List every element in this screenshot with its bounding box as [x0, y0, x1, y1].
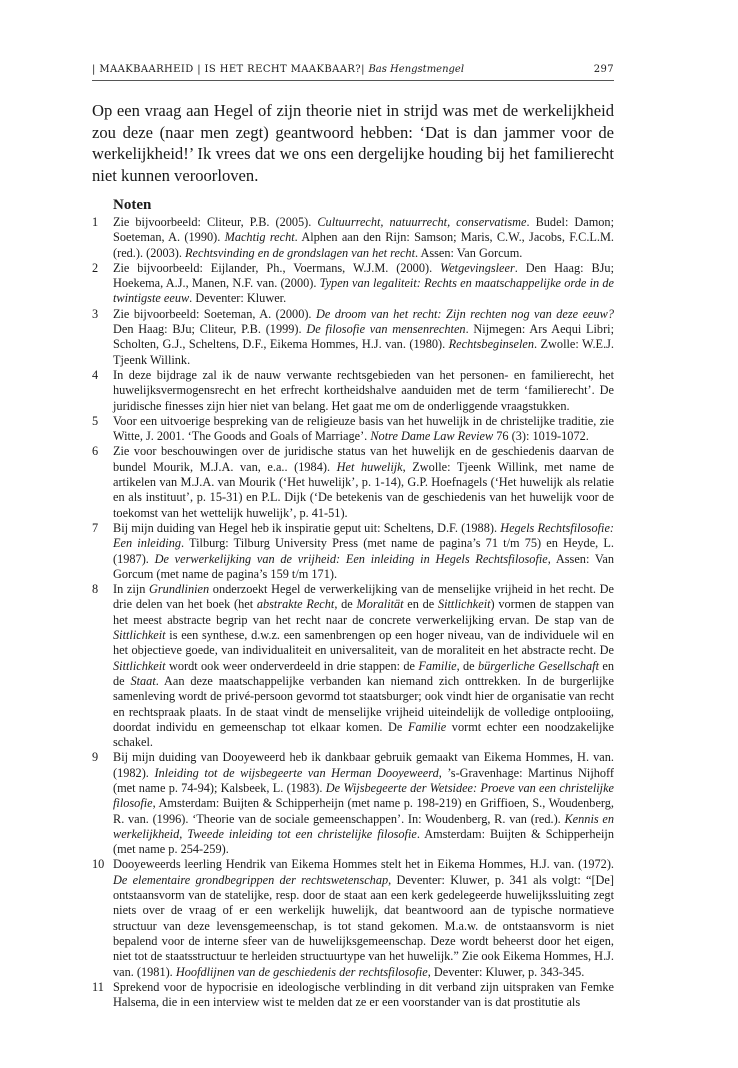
footnote-segment: ) vormen de stappen van het meest abstracte begrip van het recht naar de concrete verwerkelijking ervan. De stap van de [113, 597, 614, 627]
body-paragraph: Op een vraag aan Hegel of zijn theorie niet in strijd was met de werkelijkheid zou deze (naar men zegt) geantwoord hebben: ‘Dat is dan jammer voor de werkelijkheid!’ Ik vrees dat we ons een dergelijke houding bij het familierecht niet kunnen veroorloven. [92, 101, 614, 185]
footnote-text [113, 414, 614, 445]
footnote-title: Het huwelijk [336, 459, 403, 474]
page-number: 297 [593, 64, 614, 75]
footnote-title: bürgerliche Gesellschaft [477, 658, 600, 673]
footnote-segment: . Tilburg: Tilburg University Press (met name de pagina’s 71 t/m 75) en Heyde, L. (1987). [113, 536, 614, 566]
author-name: Bas Hengstmengel [368, 64, 465, 75]
footnote-segment: In deze bijdrage zal ik de nauw verwante rechtsgebieden van het personen- en familierecht, het huwelijksvermogensrecht en het erfrecht kortheidshalve aanduiden met de term ‘familierecht’. De juridische finesses zijn hier niet van belang. Het gaat me om de onderliggende vraagstukken. [113, 367, 614, 413]
footnote-number: 8 [92, 582, 99, 597]
footnote-segment: is een synthese, d.w.z. een samenbrengen op een hoger niveau, van de individuele wil en het objectieve goede, van individualiteit en universaliteit, van de moraliteit en het abstracte recht. De [113, 628, 614, 658]
footnote-title: Rechtsvinding en de grondslagen van het recht [185, 245, 415, 260]
footnote-segment: Dooyeweerds leerling Hendrik van Eikema Hommes stelt het in Eikema Hommes, H.J. van. (1972). [113, 857, 614, 872]
footnote-text [113, 261, 614, 307]
footnote-text [113, 368, 614, 414]
footnote-segment: Zie voor beschouwingen over de juridische status van het huwelijk en de geschiedenis daarvan de bundel Mourik, M.J.A. van, e.a.. (1984). [113, 444, 614, 474]
footnote-title: De filosofie van mensenrechten [306, 322, 466, 337]
footnote-number: 10 [92, 857, 105, 872]
footnote-segment: , Assen: Van Gorcum (met name de pagina’s 159 t/m 171). [113, 551, 615, 581]
footnote-segment: , Amsterdam: Buijten & Schipperheijn (met name p. 198-219) en Griffioen, S., Woudenberg, R. van. (1996). ‘Theorie van de sociale gemeenschappen’. In: Woudenberg, R. van (red.). [113, 796, 614, 826]
footnote-text [113, 980, 614, 1011]
footnote-segment: Voor een uitvoerige bespreking van de religieuze basis van het huwelijk in de christelijke traditie, zie Witte, J. 2001. ‘The Goods and Goals of Marriage’. [113, 413, 614, 444]
footnote-number: 9 [92, 750, 99, 765]
footnote-segment: Bij mijn duiding van Hegel heb ik inspiratie geput uit: Scheltens, D.F. (1988). [113, 520, 501, 535]
footnote-title: Hegels Rechtsfilosofie: Een inleiding [113, 520, 614, 551]
footnote [92, 750, 614, 857]
footnote-segment: . Assen: Van Gorcum. [414, 245, 523, 260]
footnote [92, 215, 614, 261]
footnote-title: De elementaire grondbegrippen der rechtswetenschap [113, 872, 389, 887]
footnote-segment: en de [403, 597, 438, 612]
footnote-text [113, 857, 614, 979]
footnote-segment: Zie bijvoorbeeld: Eijlander, Ph., Voermans, W.J.M. (2000). [113, 260, 441, 275]
footnote [92, 582, 614, 750]
footnote-segment: . Zwolle: W.E.J. Tjeenk Willink. [113, 337, 615, 367]
footnote-segment: , Deventer: Kluwer, p. 341 als volgt: “[De] ontstaansvorm van de statelijke, resp. door de staat aan een kerk gedelegeerde huwelijkssluiting zegt niets over de vraag of er een werkelijk huwelijk, dat beantwoord aan de typische normatieve structuur van deze levensgemeenschap, is tot stand gekomen. M.a.w. de ontstaansvorm is niet bepalend voor de interne sfeer van de huwelijksgemeenschap. Deze wordt beheerst door het eigen, niet tot de staatsstructuur te herleiden structuurtype van het huwelijk.” Zie ook Eikema Hommes, H.J. van. (1981). [113, 872, 614, 979]
footnote-title: De Wijsbegeerte der Wetsidee: Proeve van een christelijke filosofie [113, 780, 614, 811]
footnote-segment: . Deventer: Kluwer. [189, 291, 287, 306]
footnote-number: 6 [92, 444, 99, 459]
header-rule [92, 80, 614, 81]
footnote-text [113, 750, 614, 857]
footnote-number: 1 [92, 215, 99, 229]
footnote [92, 444, 614, 520]
footnote-title: Sittlichkeit [113, 628, 166, 643]
footnote-segment: . Aan deze maatschappelijke verbanden kan niemand zich onttrekken. In de burgerlijke samenleving wordt de privé-persoon gevormd tot staatsburger; ook vindt hier de organisatie van recht en rechtspraak plaats. In de staat vindt de menselijke vrijheid uiteindelijk de volledige ontplooiing, doordat individu en gemeenschap tot elkaar komen. De [113, 673, 614, 734]
footnote-title: Moralität [356, 597, 404, 612]
footnote-segment: , de [334, 597, 357, 612]
footnote-title: De verwerkelijking van de vrijheid: Een inleiding in Hegels Rechtsfilosofie [154, 551, 548, 566]
footnote-text [113, 215, 614, 261]
footnote-title: Rechtsbeginselen [448, 337, 535, 352]
footnote-segment: onderzoekt Hegel de verwerkelijking van de menselijke vrijheid in het recht. De drie delen van het boek (het [113, 582, 614, 612]
footnote-segment: , Zwolle: Tjeenk Willink, met name de artikelen van M.J.A. van Mourik (‘Het huwelijk’, p. 1-14), G.P. Hoefnagels (‘Het huwelijk als relatie en als instituut’, p. 15-31) en P.L. Dijk (‘De betekenis van de geschiedenis van het huwelijk voor de toekomst van het wettelijk huwelijk’, p. 41-51). [113, 459, 614, 520]
footnote-title: Familie [418, 658, 457, 673]
footnote-number: 11 [92, 979, 104, 994]
footnote-text [113, 582, 614, 750]
footnote-title: abstrakte Recht [256, 597, 335, 612]
footnote [92, 414, 614, 445]
footnote-title: Typen van legaliteit: Rechts en maatschappelijke orde in de twintigste eeuw [113, 276, 614, 306]
notes-heading: Noten [113, 197, 152, 213]
footnote-number: 2 [92, 260, 99, 275]
footnote-segment: , ’s-Gravenhage: Martinus Nijhoff (met name p. 74-94); Kalsbeek, L. (1983). [113, 765, 615, 795]
footnote-number: 7 [92, 520, 99, 535]
footnote-segment: , Deventer: Kluwer, p. 343-345. [427, 964, 585, 979]
footnote-title: Sittlichkeit [113, 658, 166, 673]
footnote-segment: Bij mijn duiding van Dooyeweerd heb ik dankbaar gebruik gemaakt van Eikema Hommes, H. van. (1982). [113, 750, 614, 780]
footnote-title: Familie [407, 719, 447, 734]
footnote-title: Sittlichkeit [437, 597, 491, 612]
footnote-title: Staat [130, 673, 156, 688]
footnote-title: Kennis en werkelijkheid, Tweede inleiding tot een christelijke filosofie [113, 811, 614, 841]
footnote-text [113, 444, 614, 520]
footnote [92, 980, 614, 1011]
footnote-number: 4 [92, 367, 99, 382]
footnote-segment: . Budel: Damon; Soeteman, A. (1990). [113, 215, 614, 245]
running-header [92, 64, 614, 75]
footnote-title: Grundlinien [149, 582, 210, 597]
footnote-number: 5 [92, 413, 99, 428]
footnote-segment: . Alphen aan den Rijn: Samson; Maris, C.W., Jacobs, F.C.L.M. (red.). (2003). [113, 230, 614, 260]
footnote-segment: Zie bijvoorbeeld: Soeteman, A. (2000). [113, 306, 316, 321]
footnote-title: Cultuurrecht, natuurrecht, conservatisme [317, 215, 527, 229]
footnote-title: Notre Dame Law Review [370, 429, 494, 444]
footnote-number: 3 [92, 306, 99, 321]
footnote-title: Inleiding tot de wijsbegeerte van Herman Dooyeweerd [154, 765, 439, 780]
footnote-segment: In zijn [113, 582, 150, 597]
footnote-text [113, 307, 614, 368]
footnote-title: De droom van het recht: Zijn rechten nog van deze eeuw? [315, 306, 614, 321]
footnote [92, 857, 614, 979]
footnote-text [113, 521, 614, 582]
footnote-segment: wordt ook weer onderverdeeld in drie stappen: de [165, 658, 419, 673]
footnote-segment: . Amsterdam: Buijten & Schipperheijn (met name p. 254-259). [113, 826, 614, 857]
footnote-segment: Sprekend voor de hypocrisie en ideologische verblinding in dit verband zijn uitspraken van Femke Halsema, die in een interview wist te melden dat ze er een voorstander van is dat prostitutie als [113, 979, 614, 1010]
footnote-segment: Den Haag: BJu; Cliteur, P.B. (1999). [113, 322, 307, 337]
footnote-segment: . Nijmegen: Ars Aequi Libri; Scholten, G.J., Scheltens, D.F., Eikema Hommes, H.J. van. (1980). [113, 322, 615, 352]
footnote-title: Hoofdlijnen van de geschiedenis der rechtsfilosofie [175, 964, 428, 979]
footnote-segment: en de [113, 658, 614, 688]
notes-list [92, 215, 614, 1010]
footnote-segment: . Den Haag: BJu; Hoekema, A.J., Manen, N.F. van. (2000). [113, 260, 614, 291]
footnote [92, 307, 614, 368]
footnote [92, 261, 614, 307]
footnote-segment: Zie bijvoorbeeld: Cliteur, P.B. (2005). [113, 215, 318, 229]
running-header-text [92, 64, 464, 75]
running-title: | MAAKBAARHEID | IS HET RECHT MAAKBAAR?| [92, 64, 365, 75]
footnote [92, 521, 614, 582]
footnote-segment: 76 (3): 1019-1072. [493, 429, 589, 444]
footnote-title: Machtig recht [224, 230, 295, 245]
footnote-segment: vormt echter een noodzakelijke schakel. [113, 719, 614, 750]
footnote [92, 368, 614, 414]
footnote-title: Wetgevingsleer [440, 260, 515, 275]
footnote-segment: , de [456, 658, 478, 673]
